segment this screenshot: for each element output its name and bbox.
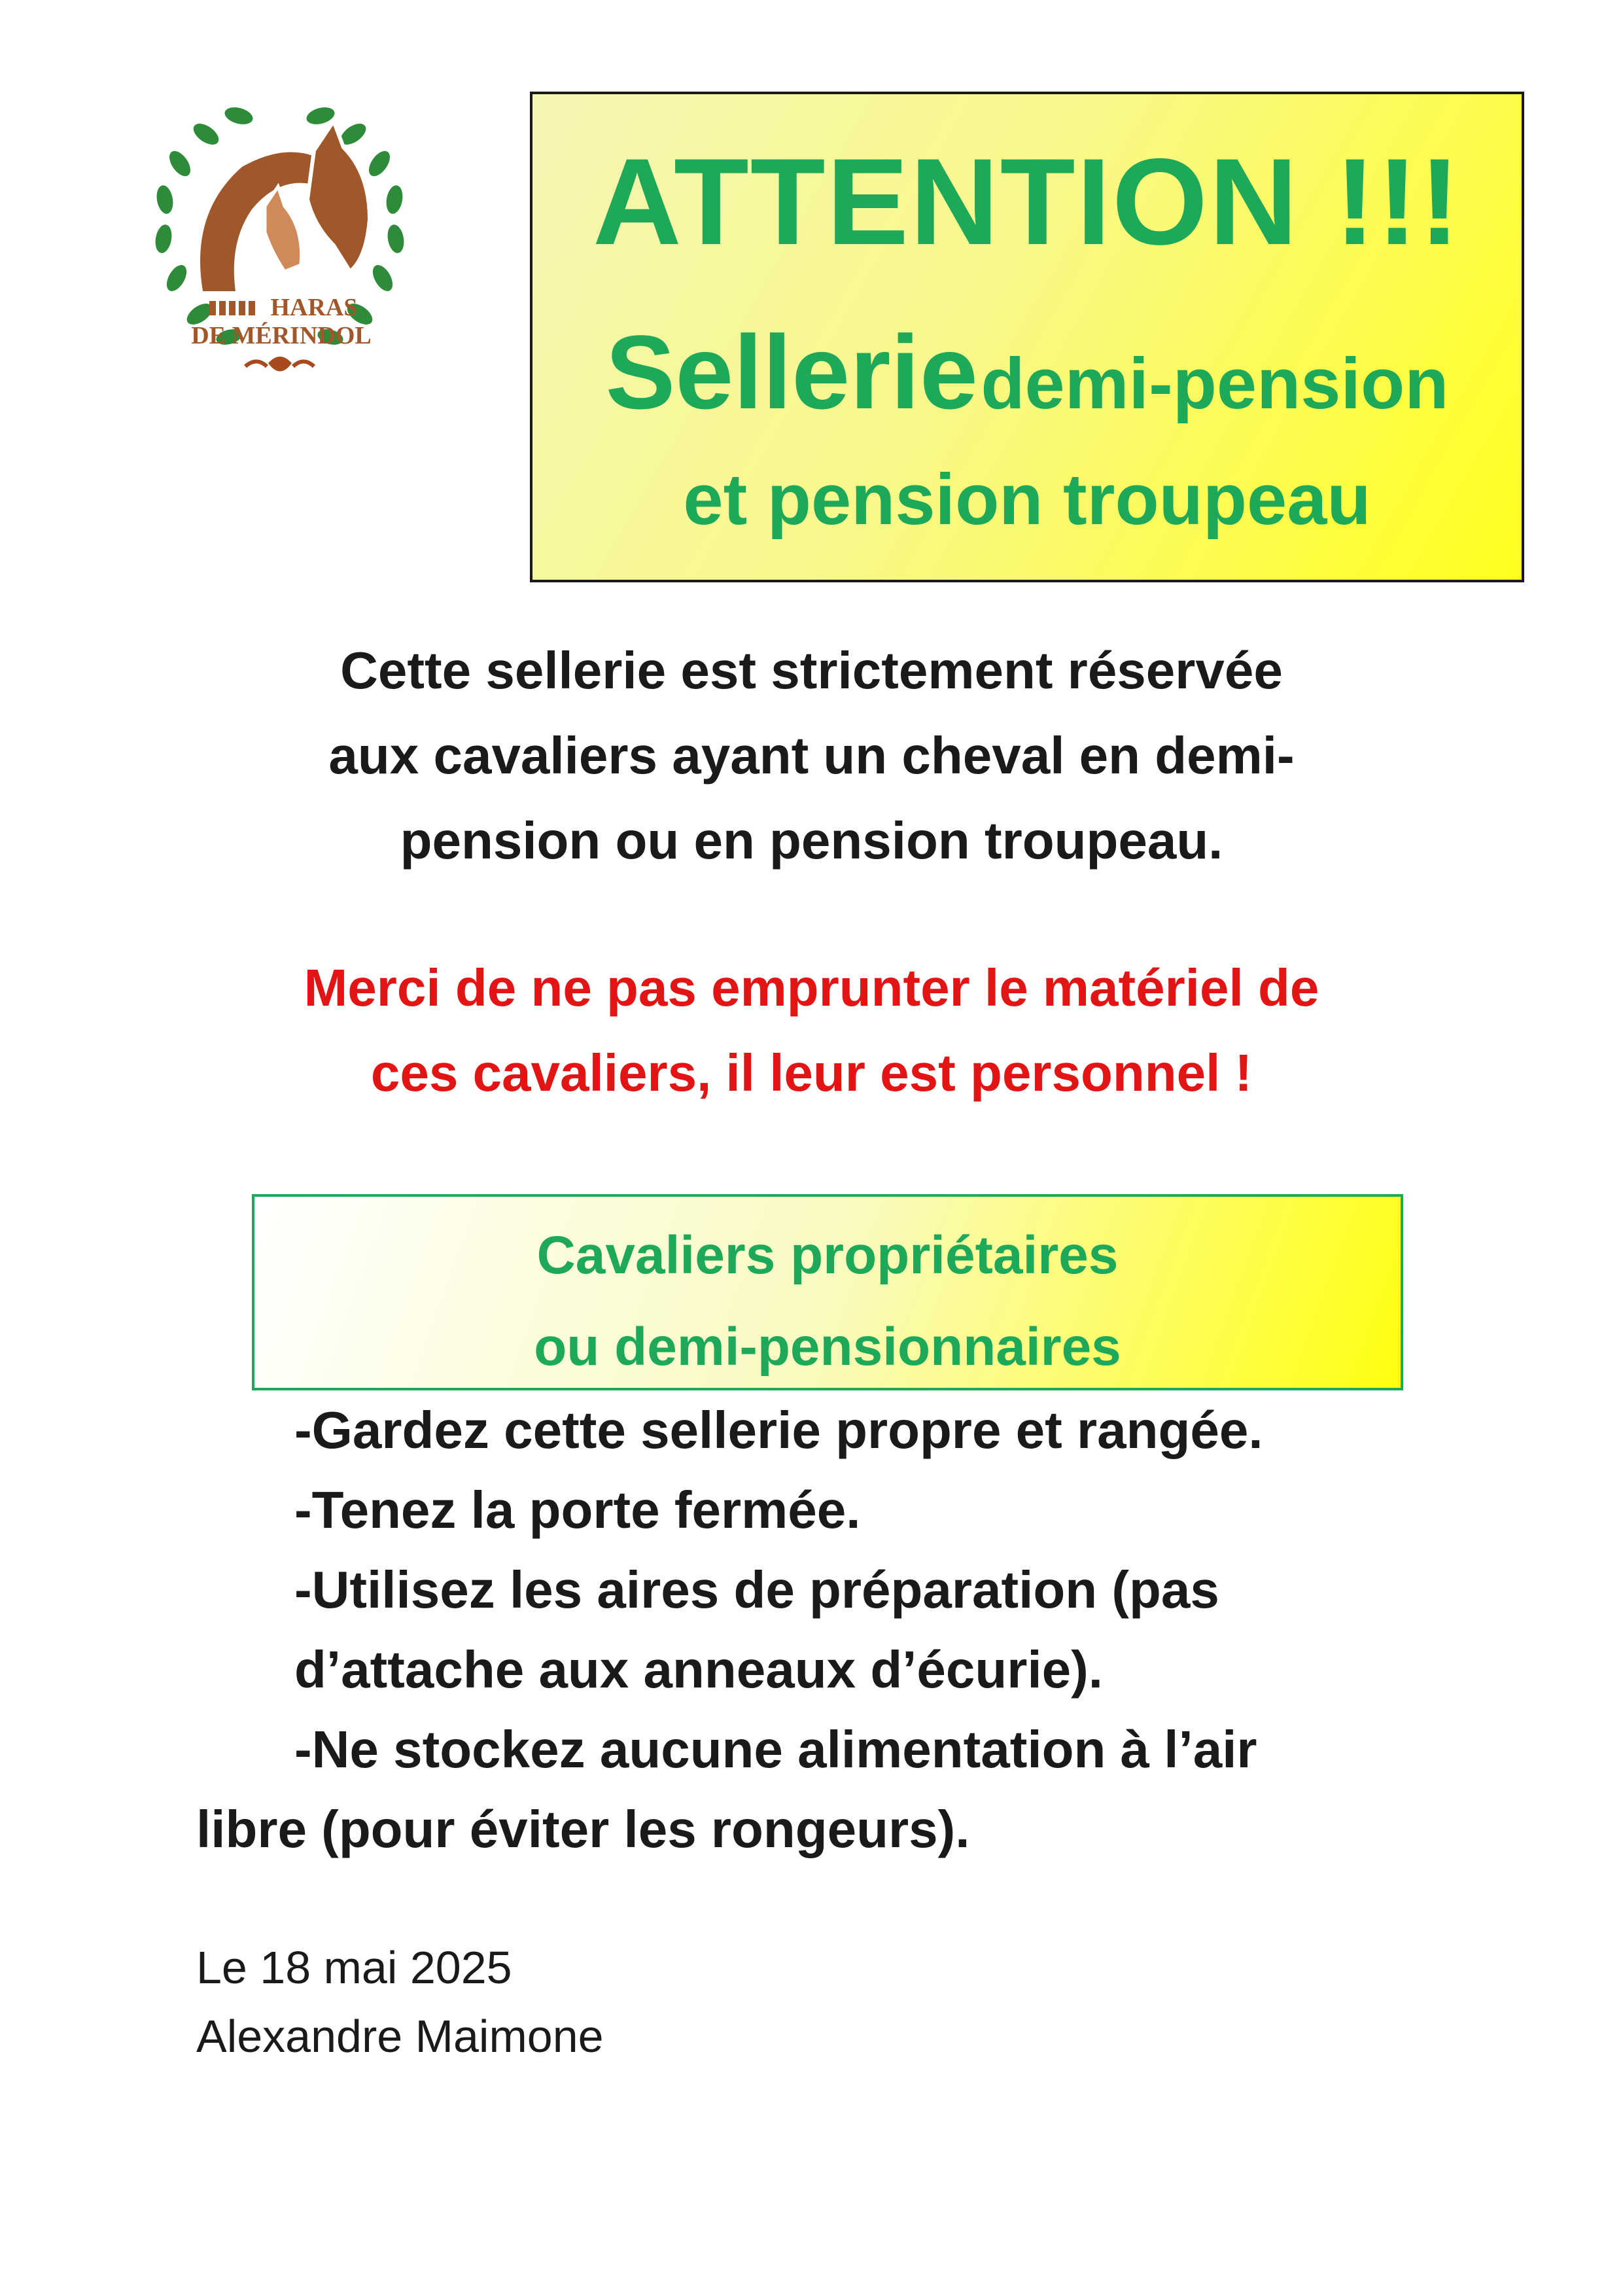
subtitle-line3: et pension troupeau: [683, 459, 1371, 540]
haras-logo: [118, 75, 442, 383]
intro-paragraph: [0, 628, 1623, 883]
section-heading-line: ou demi-pensionnaires: [534, 1317, 1121, 1377]
intro-line: Cette sellerie est strictement réservée: [340, 641, 1283, 699]
warning-line: ces cavaliers, il leur est personnel !: [370, 1044, 1253, 1102]
rule-item: -Gardez cette sellerie propre et rangée.: [294, 1401, 1263, 1459]
page-title: ATTENTION !!!: [593, 133, 1461, 270]
intro-line: pension ou en pension troupeau.: [400, 811, 1223, 870]
svg-text:DE MÉRINDOL: DE MÉRINDOL: [191, 322, 372, 349]
signature-date: Le 18 mai 2025: [196, 1942, 512, 1993]
subtitle-large: Sellerie: [605, 313, 978, 431]
rule-item: libre (pour éviter les rongeurs).: [196, 1800, 970, 1858]
subtitle-small: demi-pension: [981, 344, 1449, 424]
warning-line: Merci de ne pas emprunter le matériel de: [304, 959, 1319, 1017]
title-box: [530, 92, 1524, 582]
section-heading-line: Cavaliers propriétaires: [536, 1226, 1119, 1285]
svg-text:HARAS: HARAS: [270, 294, 358, 321]
subtitle-line: [532, 313, 1522, 431]
section-heading-box: [252, 1194, 1403, 1390]
haras-logo-icon: [118, 75, 442, 383]
signature-name: Alexandre Maimone: [196, 2011, 604, 2062]
warning-paragraph: [0, 945, 1623, 1116]
intro-line: aux cavaliers ayant un cheval en demi-: [328, 726, 1295, 785]
rule-item: -Tenez la porte fermée.: [294, 1481, 861, 1539]
rules-list: [196, 1390, 1439, 1869]
rule-item: -Utilisez les aires de préparation (pas: [294, 1561, 1219, 1619]
rule-item: -Ne stockez aucune alimentation à l’air: [294, 1720, 1257, 1778]
signature-block: [196, 1934, 604, 2071]
rule-item: d’attache aux anneaux d’écurie).: [294, 1640, 1103, 1699]
